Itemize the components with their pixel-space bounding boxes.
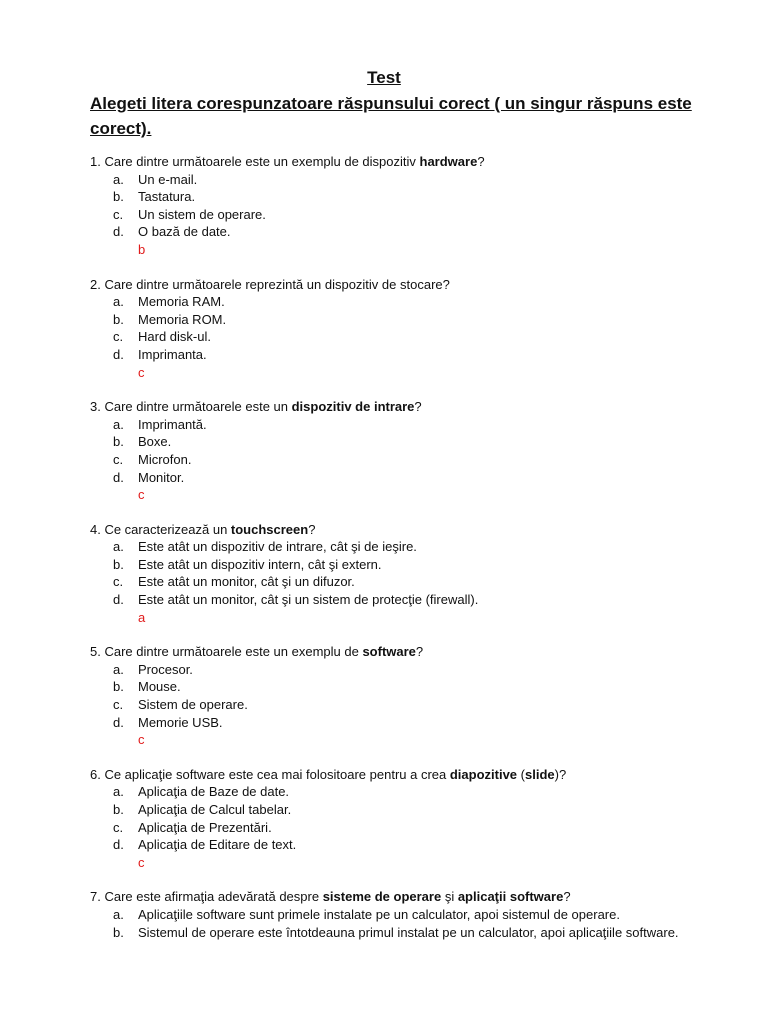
question-6 <box>90 766 704 872</box>
question-text-part: 2. Care dintre următoarele reprezintă un dispozitiv de stocare? <box>90 276 450 292</box>
option-item <box>90 783 704 801</box>
option-text: Un sistem de operare. <box>138 206 266 222</box>
question-text-part: 6. Ce aplicaţie software este cea mai folositoare pentru a crea <box>90 766 450 782</box>
option-item <box>90 311 704 329</box>
questions-list <box>90 153 704 958</box>
question-text-part: ? <box>415 644 424 660</box>
option-item <box>90 696 704 714</box>
option-letter: c. <box>113 574 124 590</box>
option-text: Aplicaţia de Editare de text. <box>138 837 297 853</box>
question-4 <box>90 521 704 627</box>
option-item <box>90 661 704 679</box>
option-text: Aplicaţia de Baze de date. <box>138 784 290 800</box>
question-text-part: şi <box>441 889 458 905</box>
option-item <box>90 451 704 469</box>
question-text-part: 4. Ce caracterizează un <box>90 521 231 537</box>
option-item <box>90 801 704 819</box>
question-2 <box>90 276 704 382</box>
option-text: Hard disk-ul. <box>138 329 211 345</box>
option-text: Mouse. <box>138 679 181 695</box>
option-letter: a. <box>113 906 124 922</box>
options-list <box>90 661 704 731</box>
option-letter: a. <box>113 661 124 677</box>
question-text-part: ? <box>308 521 316 537</box>
option-letter: a. <box>113 171 124 187</box>
option-letter: c. <box>113 329 124 345</box>
answer-mark: a <box>138 609 146 625</box>
option-item <box>90 171 704 189</box>
page-title: Test <box>367 68 401 87</box>
option-letter: a. <box>113 539 124 555</box>
question-text-part: 5. Care dintre următoarele este un exemplu de <box>90 644 363 660</box>
question-text-part: 3. Care dintre următoarele este un <box>90 399 292 415</box>
option-letter: d. <box>113 346 124 362</box>
option-item <box>90 924 704 942</box>
question-keyword: hardware <box>419 154 478 169</box>
option-text: Microfon. <box>138 451 192 467</box>
question-text <box>90 521 704 539</box>
option-text: Tastatura. <box>138 189 196 205</box>
option-letter: d. <box>113 837 124 853</box>
question-text-part: )? <box>554 766 567 782</box>
question-text-part: ? <box>477 154 485 169</box>
question-text <box>90 888 704 906</box>
option-letter: b. <box>113 311 124 327</box>
question-keyword: slide <box>525 766 555 782</box>
option-item <box>90 206 704 224</box>
option-item <box>90 188 704 206</box>
option-text: Este atât un dispozitiv de intrare, cât şi de ieşire. <box>138 539 417 555</box>
option-letter: d. <box>113 224 124 240</box>
option-text: Procesor. <box>138 661 193 677</box>
option-text: Memoria ROM. <box>138 311 227 327</box>
question-7 <box>90 888 704 941</box>
option-letter: b. <box>113 556 124 572</box>
option-text: Este atât un dispozitiv intern, cât şi extern. <box>138 556 382 572</box>
option-text: Memorie USB. <box>138 714 223 730</box>
option-letter: b. <box>113 679 124 695</box>
options-list <box>90 293 704 363</box>
option-text: Monitor. <box>138 469 185 485</box>
option-item <box>90 836 704 854</box>
option-text: Sistemul de operare este întotdeauna primul instalat pe un calculator, apoi aplicaţiile software. <box>138 924 679 940</box>
option-item <box>90 538 704 556</box>
option-text: Aplicaţia de Calcul tabelar. <box>138 802 292 817</box>
option-letter: c. <box>113 697 124 713</box>
instructions-heading: Alegeti litera corespunzatoare răspunsului corect ( un singur răspuns este corect). <box>90 94 692 138</box>
options-list <box>90 538 704 608</box>
option-letter: b. <box>113 924 124 940</box>
option-letter: a. <box>113 294 124 310</box>
option-item <box>90 556 704 574</box>
option-letter: b. <box>113 434 124 450</box>
option-text: Sistem de operare. <box>138 697 248 713</box>
question-keyword: touchscreen <box>230 521 309 537</box>
option-letter: d. <box>113 469 124 485</box>
option-letter: c. <box>113 206 124 222</box>
option-text: Este atât un monitor, cât şi un sistem de protecţie (firewall). <box>138 592 479 608</box>
option-item <box>90 906 704 924</box>
option-item <box>90 223 704 241</box>
option-text: Imprimanta. <box>138 346 207 362</box>
question-keyword: diapozitive <box>449 766 518 782</box>
option-item <box>90 433 704 451</box>
option-text: Memoria RAM. <box>138 294 225 310</box>
option-item <box>90 591 704 609</box>
question-text <box>90 398 704 416</box>
question-text-part: ? <box>563 889 571 905</box>
answer-mark: b <box>138 241 146 257</box>
option-item <box>90 819 704 837</box>
question-text <box>90 643 704 661</box>
question-text <box>90 153 704 171</box>
option-item <box>90 328 704 346</box>
answer-mark: c <box>138 364 145 380</box>
option-item <box>90 469 704 487</box>
question-text-part: ? <box>414 399 422 415</box>
option-item <box>90 573 704 591</box>
option-letter: b. <box>113 802 124 817</box>
question-keyword: dispozitiv de intrare <box>291 399 415 415</box>
question-1 <box>90 153 704 259</box>
option-letter: c. <box>113 451 124 467</box>
question-3 <box>90 398 704 504</box>
options-list <box>90 783 704 853</box>
option-letter: d. <box>113 714 124 730</box>
option-text: Boxe. <box>138 434 172 450</box>
question-5 <box>90 643 704 749</box>
question-text-part: 7. Care este afirmaţia adevărată despre <box>90 889 323 905</box>
options-list <box>90 906 704 941</box>
option-letter: b. <box>113 189 124 205</box>
question-text-part: 1. Care dintre următoarele este un exemplu de dispozitiv <box>90 154 420 169</box>
options-list <box>90 416 704 486</box>
question-text <box>90 766 704 784</box>
option-text: Este atât un monitor, cât şi un difuzor. <box>138 574 355 590</box>
option-item <box>90 714 704 732</box>
option-text: Imprimantă. <box>138 416 207 432</box>
answer-mark: c <box>138 854 145 870</box>
question-keyword: aplicaţii software <box>457 889 564 905</box>
option-text: Aplicaţia de Prezentări. <box>138 819 272 835</box>
question-text <box>90 276 704 294</box>
option-letter: d. <box>113 592 124 608</box>
option-item <box>90 678 704 696</box>
option-letter: c. <box>113 819 124 835</box>
option-text: Aplicaţiile software sunt primele instalate pe un calculator, apoi sistemul de operare. <box>138 906 620 922</box>
option-item <box>90 416 704 434</box>
option-letter: a. <box>113 784 124 800</box>
answer-mark: c <box>138 487 145 503</box>
option-item <box>90 346 704 364</box>
option-letter: a. <box>113 416 124 432</box>
options-list <box>90 171 704 241</box>
question-keyword: software <box>362 644 416 660</box>
question-keyword: sisteme de operare <box>322 889 442 905</box>
answer-mark: c <box>138 732 145 748</box>
option-item <box>90 293 704 311</box>
option-text: Un e-mail. <box>138 171 198 187</box>
option-text: O bază de date. <box>138 224 231 240</box>
question-text-part: ( <box>517 766 525 782</box>
